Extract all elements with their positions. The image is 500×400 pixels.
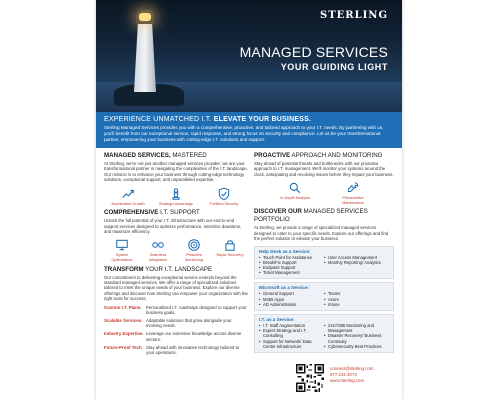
service-item: • Touch Point for Assistance xyxy=(259,255,324,260)
chess-icon xyxy=(169,187,183,201)
service-item: • Endpoint Support xyxy=(259,265,324,270)
feature-in-depth-analysis xyxy=(278,181,312,205)
contact-website[interactable]: www.sterling.com xyxy=(330,378,365,383)
service-card-column xyxy=(324,255,389,276)
intro-body: Sterling Managed Services provides you with a comprehensive, proactive, and tailored approach to your I.T. needs. By partnering with us, you'll benefit from our exceptional service, rapid response, and strong focus on security and compliance. Let us be your transformational partner, empowering your business with cutting-edge I.T. solutions and support. xyxy=(104,125,384,142)
service-card-title: Microsoft as a Service: xyxy=(259,285,310,291)
transform-row xyxy=(104,318,248,329)
wrench-icon xyxy=(346,181,360,195)
feature-label: In-Depth Analysis xyxy=(280,196,310,201)
service-item: • Cybersecurity Best Practices xyxy=(324,344,389,349)
service-item: • AD Administration xyxy=(259,302,324,307)
service-item: • I.T. Staff Augmentation xyxy=(259,323,324,328)
transform-body: Our commitment to delivering exceptional service extends beyond the standard managed services. We offer a range of specialized solutions tailored to meet the unique needs of your business. Explore our diverse offerings and discover how Sterling can empower your organization with the right tools for success. xyxy=(104,274,248,302)
mastered-title xyxy=(104,152,248,160)
intro-headline xyxy=(104,115,394,124)
service-card-help-desk xyxy=(254,246,394,280)
service-item: • Disaster Recovery/ Business Continuity xyxy=(324,333,389,343)
comprehensive-section xyxy=(104,209,248,262)
comprehensive-icon-row xyxy=(104,238,248,262)
contact-block xyxy=(296,364,374,392)
transform-row-key: Future-Proof Tech. xyxy=(104,344,143,350)
feature-seamless-integration xyxy=(141,238,175,262)
flyer-page xyxy=(96,0,402,400)
service-item: • Intune xyxy=(324,302,389,307)
service-card-column xyxy=(324,323,389,349)
transform-title xyxy=(104,266,248,274)
contact-phone[interactable]: 877.242.4074 xyxy=(330,372,357,377)
contact-info xyxy=(330,364,374,384)
shield-icon xyxy=(217,187,231,201)
proactive-title xyxy=(254,152,394,160)
service-card-column xyxy=(259,291,324,307)
transform-row-key: Industry Expertise. xyxy=(104,331,144,337)
comprehensive-body: Unlock the full potential of your I.T. infrastructure with our end-to-end support services designed to optimize performance, minimize downtime, and maximize efficiency. xyxy=(104,218,242,235)
portfolio-title xyxy=(254,208,394,224)
services-catalog xyxy=(254,246,394,353)
monitor-icon xyxy=(115,238,129,252)
transform-table xyxy=(104,305,248,356)
proactive-section xyxy=(254,152,394,205)
transform-title-bold: TRANSFORM xyxy=(104,265,144,273)
transform-row xyxy=(104,345,248,356)
transform-row-key: Scalable Services. xyxy=(104,317,143,323)
hero-banner xyxy=(96,0,402,112)
page-title: MANAGED SERVICES xyxy=(239,44,388,60)
service-item: • General Support xyxy=(259,291,324,296)
service-card-column xyxy=(324,291,389,307)
feature-label: Seamless Integration xyxy=(149,253,167,263)
proactive-title-bold: PROACTIVE xyxy=(254,152,291,159)
lock-icon xyxy=(223,238,237,252)
transform-row xyxy=(104,331,248,342)
feature-label: Rapid Recovery xyxy=(216,253,244,258)
service-card-title: Help Desk as a Service: xyxy=(259,248,311,254)
service-card-it xyxy=(254,314,394,353)
comprehensive-title xyxy=(104,209,248,217)
service-item: • Monthly Reporting/ Analytics xyxy=(324,260,389,265)
intro-headline-bold: ELEVATE YOUR BUSINESS. xyxy=(213,116,312,123)
left-column xyxy=(104,152,248,358)
proactive-title-light: APPROACH AND MONITORING xyxy=(291,152,383,159)
target-icon xyxy=(187,238,201,252)
feature-system-optimization xyxy=(105,238,139,262)
service-card-title: I.T. as a Service: xyxy=(259,317,295,323)
transform-row xyxy=(104,305,248,316)
feature-strategic-advantage xyxy=(159,187,193,207)
transform-row-value: Adaptable solutions that grow alongside your evolving needs. xyxy=(146,317,232,329)
feature-label: Proactive Monitoring xyxy=(185,253,203,263)
service-item: • Expert Strategy and I.T. Consulting xyxy=(259,328,324,338)
portfolio-body: At Sterling, we provide a range of specialized managed services designed to cater to your specific needs. Explore our offerings and find the perfect solution to elevate your business. xyxy=(254,225,389,242)
transform-row-value: Personalized I.T. roadmaps designed to support your business goals. xyxy=(146,304,247,316)
service-item: • Support for Network/ Data Center Infrastructure xyxy=(259,339,324,349)
service-card-list xyxy=(259,291,389,307)
service-card-list xyxy=(259,323,389,349)
mastered-body: At Sterling, we're not just another managed services provider; we are your transformational partner in navigating the complexities of the I.T. landscape. Our mission is to enhance your business through cutting-edge technology solutions, exceptional support, and unparalleled expertise. xyxy=(104,161,248,183)
lighthouse-image xyxy=(134,22,156,92)
transform-row-value: Leverage our extensive knowledge across diverse sectors. xyxy=(146,331,242,342)
mastered-section xyxy=(104,152,248,206)
feature-accelerated-growth xyxy=(111,187,145,207)
service-item: • Break/Fix Support xyxy=(259,260,324,265)
service-card-column xyxy=(259,255,324,276)
service-item: • Teams xyxy=(324,291,389,296)
mastered-title-light: MASTERED xyxy=(172,152,207,159)
feature-proactive-monitoring xyxy=(177,238,211,262)
service-card-microsoft xyxy=(254,282,394,311)
mastered-title-bold: MANAGED SERVICES, xyxy=(104,152,171,159)
mastered-icon-row xyxy=(104,187,248,207)
portfolio-title-bold: DISCOVER OUR xyxy=(254,208,302,216)
feature-label: System Optimization xyxy=(111,253,133,263)
transform-section xyxy=(104,266,248,356)
lighthouse-light xyxy=(139,13,151,21)
analysis-icon xyxy=(288,181,302,195)
service-item: • Ticket Management xyxy=(259,270,324,275)
portfolio-section xyxy=(254,208,394,353)
intro-headline-light: EXPERIENCE UNMATCHED I.T. xyxy=(104,116,212,123)
feature-preventative-maintenance xyxy=(336,181,370,205)
feature-rapid-recovery xyxy=(213,238,247,262)
transform-title-light: YOUR I.T. LANDSCAPE xyxy=(145,265,213,273)
qr-code-icon[interactable] xyxy=(296,364,324,392)
service-card-column xyxy=(259,323,324,349)
page-subtitle: YOUR GUIDING LIGHT xyxy=(280,62,388,72)
proactive-icon-row xyxy=(254,181,394,205)
feature-label: Preventative Maintenance xyxy=(342,196,364,205)
feature-fortified-security xyxy=(207,187,241,207)
service-card-list xyxy=(259,255,389,276)
service-item: • Azure xyxy=(324,297,389,302)
service-item: • User Access Management xyxy=(324,255,389,260)
portfolio-title-light: MANAGED SERVICES PORTFOLIO xyxy=(254,208,368,224)
comprehensive-title-bold: COMPREHENSIVE xyxy=(104,209,159,217)
feature-label: Accelerated Growth xyxy=(111,201,145,206)
feature-label: Strategic Advantage xyxy=(159,201,193,206)
transform-row-key: Custom I.T. Plans. xyxy=(104,304,142,310)
right-column xyxy=(254,152,394,356)
feature-label: Fortified Security xyxy=(209,201,239,206)
service-item: • M365 Apps xyxy=(259,297,324,302)
integration-icon xyxy=(151,238,165,252)
comprehensive-title-light: I.T. SUPPORT xyxy=(160,209,200,217)
contact-email[interactable]: connect@sterling.com xyxy=(330,366,374,371)
service-item: • 24x7/365 Monitoring and Management xyxy=(324,323,389,333)
growth-icon xyxy=(121,187,135,201)
transform-row-value: Stay ahead with innovative technology tailored to your operations. xyxy=(146,344,240,355)
brand-logo: STERLING xyxy=(320,10,388,21)
proactive-body: Stay ahead of potential threats and bottlenecks with our proactive approach to I.T. management. We'll monitor your systems around the clock, anticipating and resolving issues before they impact your business. xyxy=(254,161,394,177)
intro-banner xyxy=(96,112,402,148)
